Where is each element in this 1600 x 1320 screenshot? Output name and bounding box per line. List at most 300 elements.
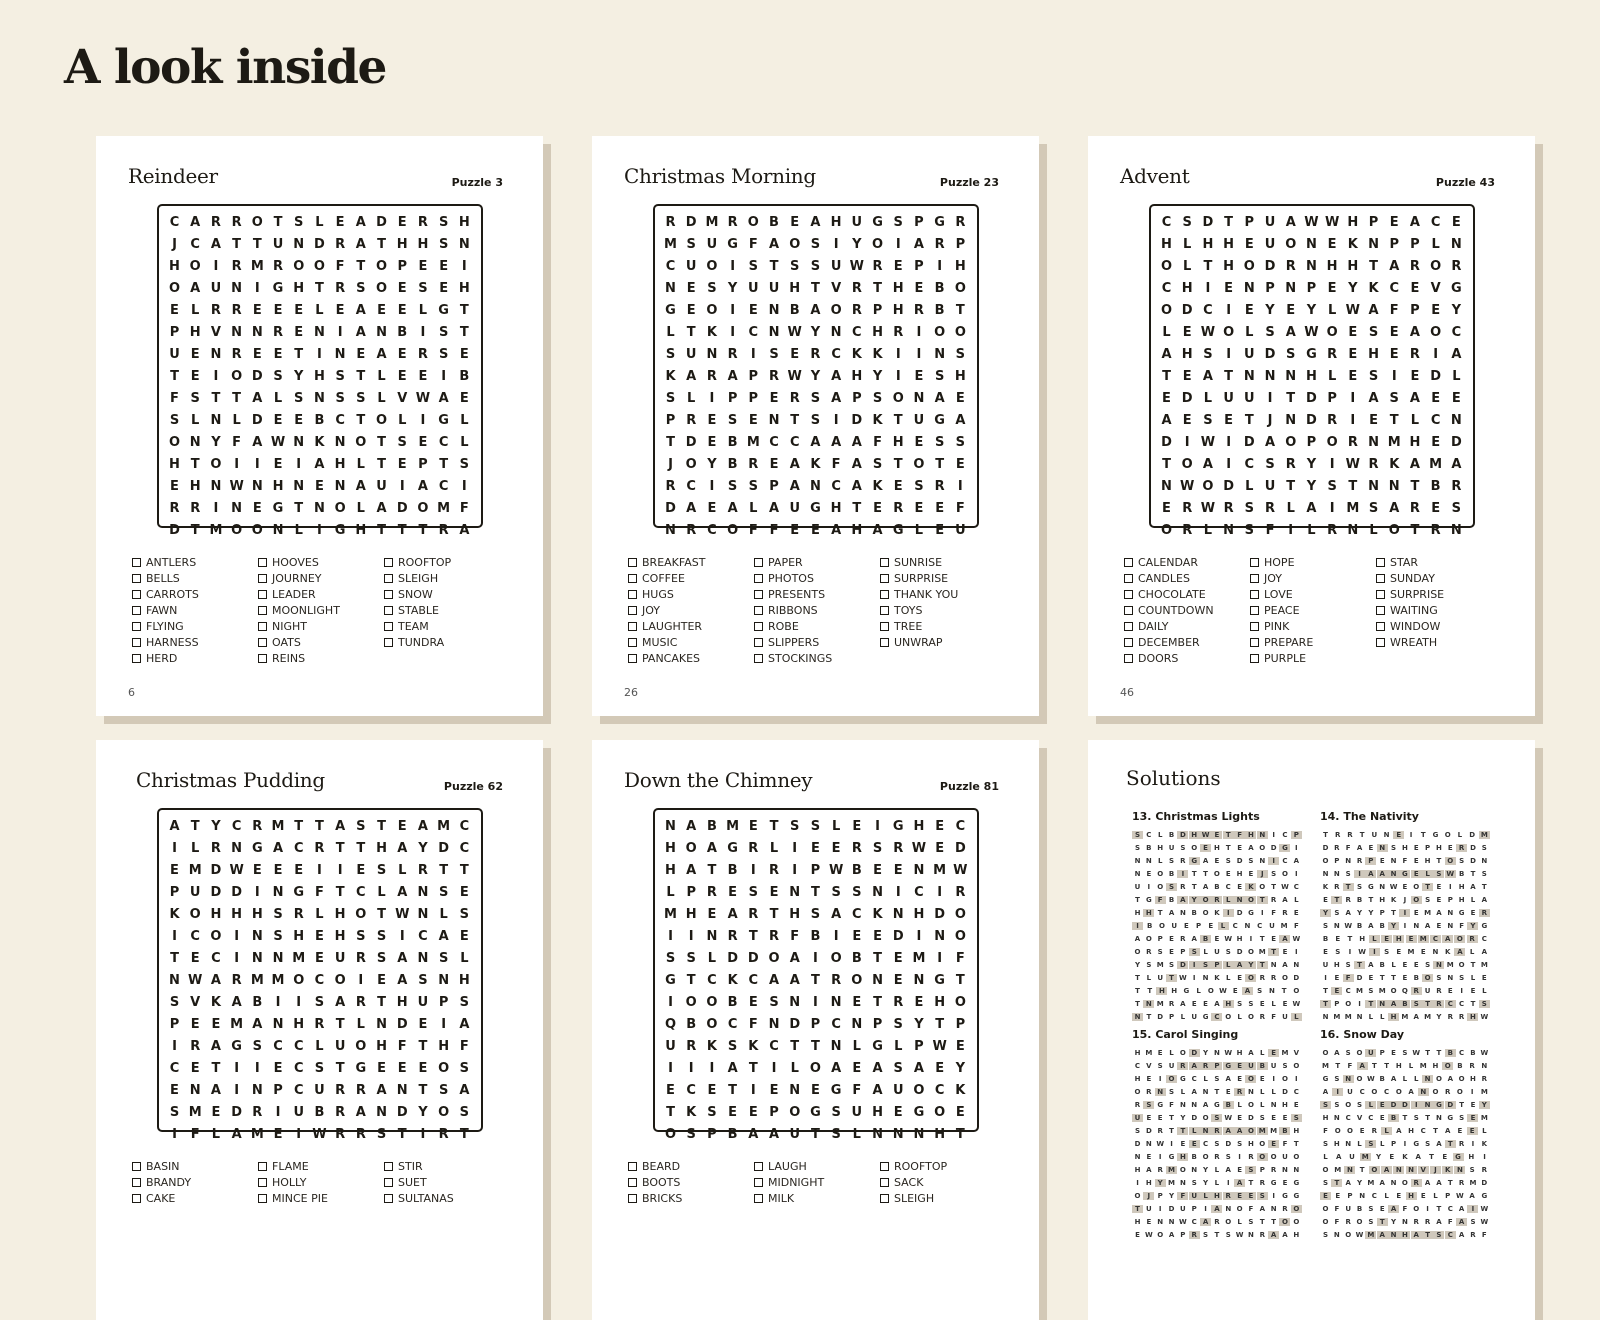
grid-letter: I (1226, 434, 1232, 450)
grid-letter: L (687, 390, 696, 406)
grid-letter: I (296, 994, 302, 1010)
solution-letter: S (1248, 999, 1254, 1008)
solution-letter: L (1482, 1126, 1487, 1135)
checkbox-icon[interactable] (258, 574, 267, 583)
word-label: SLEIGH (398, 571, 439, 585)
checkbox-icon[interactable] (754, 1178, 763, 1187)
solution-letter: U (1171, 921, 1177, 930)
grid-letter: N (789, 1082, 801, 1098)
grid-row (661, 1101, 971, 1123)
grid-letter: R (438, 522, 449, 538)
checkbox-icon[interactable] (258, 1162, 267, 1171)
checkbox-icon[interactable] (258, 1194, 267, 1203)
grid-letter: I (1288, 522, 1294, 538)
solution-letter: H (1379, 895, 1386, 904)
checkbox-icon[interactable] (1250, 574, 1259, 583)
grid-letter: R (893, 324, 904, 340)
grid-letter: G (355, 1060, 367, 1076)
checkbox-icon[interactable] (880, 1194, 889, 1203)
word-grid (157, 808, 483, 1142)
checkbox-icon[interactable] (628, 558, 637, 567)
grid-letter: L (315, 1038, 324, 1054)
checkbox-icon[interactable] (258, 590, 267, 599)
word-label: BEARD (642, 1159, 681, 1173)
solution-letter: N (1390, 856, 1397, 865)
grid-letter: R (335, 1126, 346, 1142)
checkbox-icon[interactable] (384, 574, 393, 583)
grid-letter: U (1223, 390, 1234, 406)
grid-letter: T (955, 1126, 965, 1142)
solution-letter: E (1282, 1178, 1288, 1187)
grid-letter: T (1203, 258, 1213, 274)
section-heading: A look inside (64, 40, 386, 95)
grid-letter: H (913, 906, 925, 922)
word-label: FLAME (272, 1159, 309, 1173)
grid-letter: R (355, 994, 366, 1010)
puzzle-page (96, 740, 543, 1320)
checkbox-icon[interactable] (628, 654, 637, 663)
grid-letter: O (706, 258, 718, 274)
grid-letter: R (417, 346, 428, 362)
checkbox-icon[interactable] (132, 558, 141, 567)
grid-letter: R (210, 214, 221, 230)
grid-letter: O (1160, 258, 1173, 274)
grid-letter: D (665, 500, 676, 516)
solution-letter: N (1248, 1230, 1254, 1239)
solution-row (1132, 1176, 1302, 1189)
solution-letter: P (1390, 1139, 1397, 1148)
solution-letter: E (1282, 947, 1288, 956)
grid-row (661, 1035, 971, 1057)
grid-letter: H (376, 1038, 387, 1054)
grid-letter: K (1347, 236, 1358, 252)
solution-letter: A (1214, 999, 1220, 1008)
grid-letter: A (955, 412, 966, 428)
word-list (132, 554, 512, 666)
solution-letter: O (1158, 921, 1165, 930)
grid-letter: E (314, 478, 324, 494)
checkbox-icon[interactable] (754, 574, 763, 583)
solution-letter: N (1432, 947, 1439, 956)
solution-letter: I (1295, 869, 1298, 878)
grid-letter: B (727, 434, 738, 450)
solution-letter: M (1322, 1061, 1329, 1070)
word-item (258, 618, 384, 634)
solution-letter: M (1446, 960, 1454, 969)
grid-letter: O (934, 1104, 946, 1120)
grid-letter: F (314, 884, 324, 900)
checkbox-icon[interactable] (132, 590, 141, 599)
checkbox-icon[interactable] (258, 606, 267, 615)
checkbox-icon[interactable] (754, 558, 763, 567)
solution-letter: R (1223, 1192, 1234, 1200)
checkbox-icon[interactable] (258, 654, 267, 663)
solution-letter: Y (1180, 1113, 1186, 1122)
solution-letter: C (1459, 999, 1465, 1008)
word-label: CAKE (146, 1191, 176, 1205)
solution-letter: B (1379, 960, 1385, 969)
solution-letter: E (1335, 934, 1341, 943)
grid-letter: H (1326, 258, 1338, 274)
checkbox-icon[interactable] (628, 1162, 637, 1171)
grid-letter: L (398, 412, 407, 428)
checkbox-icon[interactable] (754, 606, 763, 615)
grid-letter: K (169, 906, 180, 922)
grid-letter: O (189, 258, 201, 274)
solution-letter: T (1259, 934, 1265, 943)
grid-letter: O (954, 994, 966, 1010)
checkbox-icon[interactable] (1376, 590, 1385, 599)
grid-letter: B (727, 1126, 738, 1142)
solution-letter: S (1335, 947, 1341, 956)
word-label: TREE (894, 619, 923, 633)
solution-letter: S (1214, 1139, 1220, 1148)
solution-letter: O (1442, 1062, 1453, 1070)
solution-letter: G (1180, 1074, 1186, 1083)
grid-letter: N (706, 346, 718, 362)
word-column (258, 554, 384, 666)
checkbox-icon[interactable] (628, 638, 637, 647)
grid-letter: T (1286, 478, 1296, 494)
grid-letter: T (790, 412, 800, 428)
solution-letter: L (1218, 922, 1229, 930)
solution-letter: E (1245, 1192, 1256, 1200)
grid-letter: M (271, 972, 285, 988)
solution-letter: O (1432, 1087, 1439, 1096)
checkbox-icon[interactable] (754, 654, 763, 663)
checkbox-icon[interactable] (880, 590, 889, 599)
word-label: COUNTDOWN (1138, 603, 1214, 617)
solution-letter: S (1384, 947, 1390, 956)
checkbox-icon[interactable] (1376, 622, 1385, 631)
checkbox-icon[interactable] (628, 1194, 637, 1203)
checkbox-icon[interactable] (754, 1194, 763, 1203)
word-column (628, 554, 754, 666)
grid-letter: K (955, 1082, 966, 1098)
grid-letter: A (831, 368, 842, 384)
solution-letter: I (1204, 1204, 1207, 1213)
grid-letter: H (272, 478, 284, 494)
solution-letter: N (1422, 1075, 1433, 1083)
grid-letter: G (665, 302, 676, 318)
grid-letter: N (251, 950, 263, 966)
checkbox-icon[interactable] (1376, 606, 1385, 615)
solution-letter: E (1411, 870, 1422, 878)
solution-letter: R (1458, 1012, 1465, 1021)
solution-letter: R (1282, 1204, 1288, 1213)
checkbox-icon[interactable] (1250, 606, 1259, 615)
checkbox-icon[interactable] (880, 1178, 889, 1187)
solution-letter: S (1481, 843, 1487, 852)
solution-letter: T (1157, 908, 1163, 917)
checkbox-icon[interactable] (132, 638, 141, 647)
solution-letter: Y (1356, 1178, 1363, 1187)
solution-letter: N (1388, 870, 1399, 878)
solution-letter: E (1214, 934, 1220, 943)
word-item (1250, 586, 1376, 602)
checkbox-icon[interactable] (628, 606, 637, 615)
solution-letter: O (1293, 1152, 1300, 1161)
solution-letter: G (1270, 1178, 1277, 1187)
grid-letter: A (231, 994, 242, 1010)
solution-letter: O (1179, 1165, 1186, 1174)
solution-letter: Y (1388, 922, 1399, 930)
grid-letter: N (934, 346, 946, 362)
word-label: TEAM (398, 619, 429, 633)
grid-letter: E (1389, 346, 1399, 362)
checkbox-icon[interactable] (384, 1178, 393, 1187)
solution-letter: C (1257, 921, 1263, 930)
checkbox-icon[interactable] (628, 622, 637, 631)
grid-letter: E (170, 862, 179, 878)
solution-letter: T (1433, 1126, 1438, 1135)
grid-letter: T (211, 1060, 221, 1076)
grid-letter: B (789, 302, 800, 318)
word-grid (653, 808, 979, 1142)
word-item (880, 1158, 1006, 1174)
grid-letter: Y (211, 434, 221, 450)
checkbox-icon[interactable] (880, 574, 889, 583)
solution-letter: A (1415, 1152, 1421, 1161)
solution-letter: J (1430, 1166, 1441, 1174)
solution-letter: T (1169, 1113, 1174, 1122)
checkbox-icon[interactable] (1376, 574, 1385, 583)
checkbox-icon[interactable] (1250, 654, 1259, 663)
checkbox-icon[interactable] (1124, 606, 1133, 615)
grid-letter: G (934, 972, 945, 988)
grid-letter: T (1244, 412, 1254, 428)
solution-letter: A (1424, 921, 1431, 930)
grid-letter: O (892, 390, 904, 406)
grid-letter: C (1161, 214, 1172, 230)
solution-letter: R (1189, 1231, 1200, 1239)
checkbox-icon[interactable] (1250, 622, 1259, 631)
checkbox-icon[interactable] (1376, 638, 1385, 647)
solution-letter: O (1257, 1153, 1268, 1161)
checkbox-icon[interactable] (1250, 638, 1259, 647)
checkbox-icon[interactable] (628, 574, 637, 583)
checkbox-icon[interactable] (258, 1178, 267, 1187)
solution-letter: A (1469, 1191, 1475, 1200)
solution-letter: S (1357, 1100, 1363, 1109)
checkbox-icon[interactable] (132, 1178, 141, 1187)
solution-letter: T (1191, 869, 1197, 878)
solution-letter: E (1259, 1074, 1265, 1083)
solution-letter: P (1334, 856, 1340, 865)
grid-letter: P (1327, 390, 1337, 406)
checkbox-icon[interactable] (628, 1178, 637, 1187)
solution-letter: O (1202, 1152, 1209, 1161)
grid-row (661, 475, 971, 497)
checkbox-icon[interactable] (1124, 558, 1133, 567)
checkbox-icon[interactable] (880, 1162, 889, 1171)
grid-letter: N (892, 906, 904, 922)
checkbox-icon[interactable] (258, 638, 267, 647)
grid-letter: S (273, 928, 283, 944)
checkbox-icon[interactable] (1250, 590, 1259, 599)
checkbox-icon[interactable] (1250, 558, 1259, 567)
checkbox-icon[interactable] (132, 1162, 141, 1171)
checkbox-icon[interactable] (384, 622, 393, 631)
solution-letter: A (1447, 1074, 1453, 1083)
grid-letter: P (1306, 280, 1317, 296)
grid-letter: I (1226, 346, 1232, 362)
grid-letter: L (211, 1126, 221, 1142)
checkbox-icon[interactable] (754, 622, 763, 631)
solution-letter: Y (1320, 909, 1331, 917)
solution-letter: H (1424, 856, 1431, 865)
checkbox-icon[interactable] (384, 1162, 393, 1171)
solution-letter: T (1223, 831, 1234, 839)
solution-letter: E (1200, 844, 1211, 852)
grid-letter: E (810, 840, 820, 856)
solution-letter: R (1335, 830, 1341, 839)
checkbox-icon[interactable] (880, 558, 889, 567)
grid-letter: A (768, 236, 780, 252)
grid-letter: T (1348, 478, 1358, 494)
solution-letter: L (1226, 973, 1231, 982)
checkbox-icon[interactable] (1124, 574, 1133, 583)
checkbox-icon[interactable] (132, 606, 141, 615)
solution-letter: Y (1356, 908, 1363, 917)
solution-letter: T (1331, 1179, 1342, 1187)
solution-letter: S (1345, 960, 1351, 969)
grid-letter: S (273, 368, 283, 384)
word-item (880, 602, 1006, 618)
solution-letter: R (1146, 947, 1152, 956)
grid-letter: A (727, 368, 738, 384)
grid-letter: L (831, 818, 841, 834)
solution-letter: B (1191, 908, 1197, 917)
solution-letter: W (1224, 934, 1233, 943)
grid-letter: S (356, 928, 366, 944)
word-item (258, 586, 384, 602)
checkbox-icon[interactable] (258, 558, 267, 567)
solution-letter: N (1413, 921, 1420, 930)
checkbox-icon[interactable] (880, 622, 889, 631)
grid-letter: J (1267, 412, 1273, 428)
checkbox-icon[interactable] (880, 638, 889, 647)
checkbox-icon[interactable] (132, 622, 141, 631)
word-label: NIGHT (272, 619, 307, 633)
solution-letter: W (1412, 1048, 1421, 1057)
grid-letter: I (420, 324, 426, 340)
grid-letter: N (313, 500, 325, 516)
solution-letter: H (1145, 1178, 1152, 1187)
grid-letter: L (460, 434, 469, 450)
checkbox-icon[interactable] (754, 638, 763, 647)
solution-letter: E (1169, 947, 1174, 956)
solution-letter: N (1270, 1100, 1277, 1109)
grid-row (661, 903, 971, 925)
grid-letter: S (955, 434, 966, 450)
grid-letter: Y (418, 1104, 428, 1120)
grid-letter: O (251, 522, 263, 538)
grid-letter: N (1450, 236, 1462, 252)
grid-letter: H (851, 522, 863, 538)
word-label: MUSIC (642, 635, 678, 649)
solution-letter: O (1225, 1012, 1232, 1021)
checkbox-icon[interactable] (1124, 638, 1133, 647)
checkbox-icon[interactable] (384, 638, 393, 647)
grid-letter: M (230, 1016, 244, 1032)
solution-letter: W (1480, 1012, 1489, 1021)
checkbox-icon[interactable] (880, 606, 889, 615)
grid-letter: E (356, 346, 366, 362)
solution-letter: E (1379, 1113, 1385, 1122)
word-item (628, 650, 754, 666)
solution-letter: S (1425, 1139, 1431, 1148)
grid-letter: G (293, 884, 305, 900)
word-item (384, 554, 510, 570)
grid-letter: S (810, 412, 821, 428)
solution-letter: E (1146, 1113, 1152, 1122)
grid-letter: E (1451, 390, 1461, 406)
checkbox-icon[interactable] (1376, 558, 1385, 567)
grid-letter: N (1450, 412, 1462, 428)
grid-letter: I (337, 324, 343, 340)
grid-letter: I (730, 258, 736, 274)
checkbox-icon[interactable] (384, 1194, 393, 1203)
grid-letter: G (438, 302, 449, 318)
solution-letter: G (1432, 830, 1439, 839)
checkbox-icon[interactable] (1124, 654, 1133, 663)
checkbox-icon[interactable] (258, 622, 267, 631)
solution-letter: C (1232, 921, 1238, 930)
checkbox-icon[interactable] (384, 606, 393, 615)
grid-letter: B (459, 368, 470, 384)
checkbox-icon[interactable] (1124, 622, 1133, 631)
checkbox-icon[interactable] (1124, 590, 1133, 599)
grid-letter: E (873, 862, 882, 878)
checkbox-icon[interactable] (384, 558, 393, 567)
grid-letter: S (727, 1038, 738, 1054)
grid-letter: A (913, 1060, 924, 1076)
checkbox-icon[interactable] (132, 1194, 141, 1203)
solution-letter: W (1480, 1204, 1489, 1213)
grid-letter: B (314, 412, 325, 428)
grid-letter: N (231, 840, 243, 856)
checkbox-icon[interactable] (132, 574, 141, 583)
grid-letter: L (1162, 324, 1171, 340)
solution-letter: S (1248, 856, 1254, 865)
solution-letter: H (1436, 843, 1442, 852)
solution-letter: B (1379, 921, 1385, 930)
checkbox-icon[interactable] (384, 590, 393, 599)
solution-letter: N (1179, 908, 1186, 917)
grid-letter: I (441, 1016, 447, 1032)
grid-letter: H (934, 994, 946, 1010)
grid-letter: C (190, 236, 200, 252)
checkbox-icon[interactable] (754, 590, 763, 599)
grid-letter: E (728, 1104, 738, 1120)
grid-letter: S (810, 906, 821, 922)
solution-letter: C (1371, 1191, 1377, 1200)
solution-letter: J (1403, 895, 1407, 904)
checkbox-icon[interactable] (628, 590, 637, 599)
word-item (1124, 570, 1250, 586)
grid-letter: E (418, 434, 428, 450)
solution-letter: L (1157, 856, 1163, 865)
checkbox-icon[interactable] (754, 1162, 763, 1171)
solution-letter: B (1458, 869, 1465, 878)
solution-letter: A (1177, 896, 1188, 904)
grid-row (165, 903, 475, 925)
checkbox-icon[interactable] (132, 654, 141, 663)
solution-letter: O (1166, 1075, 1177, 1083)
solution-letter: O (1281, 973, 1288, 982)
grid-letter: I (750, 346, 756, 362)
